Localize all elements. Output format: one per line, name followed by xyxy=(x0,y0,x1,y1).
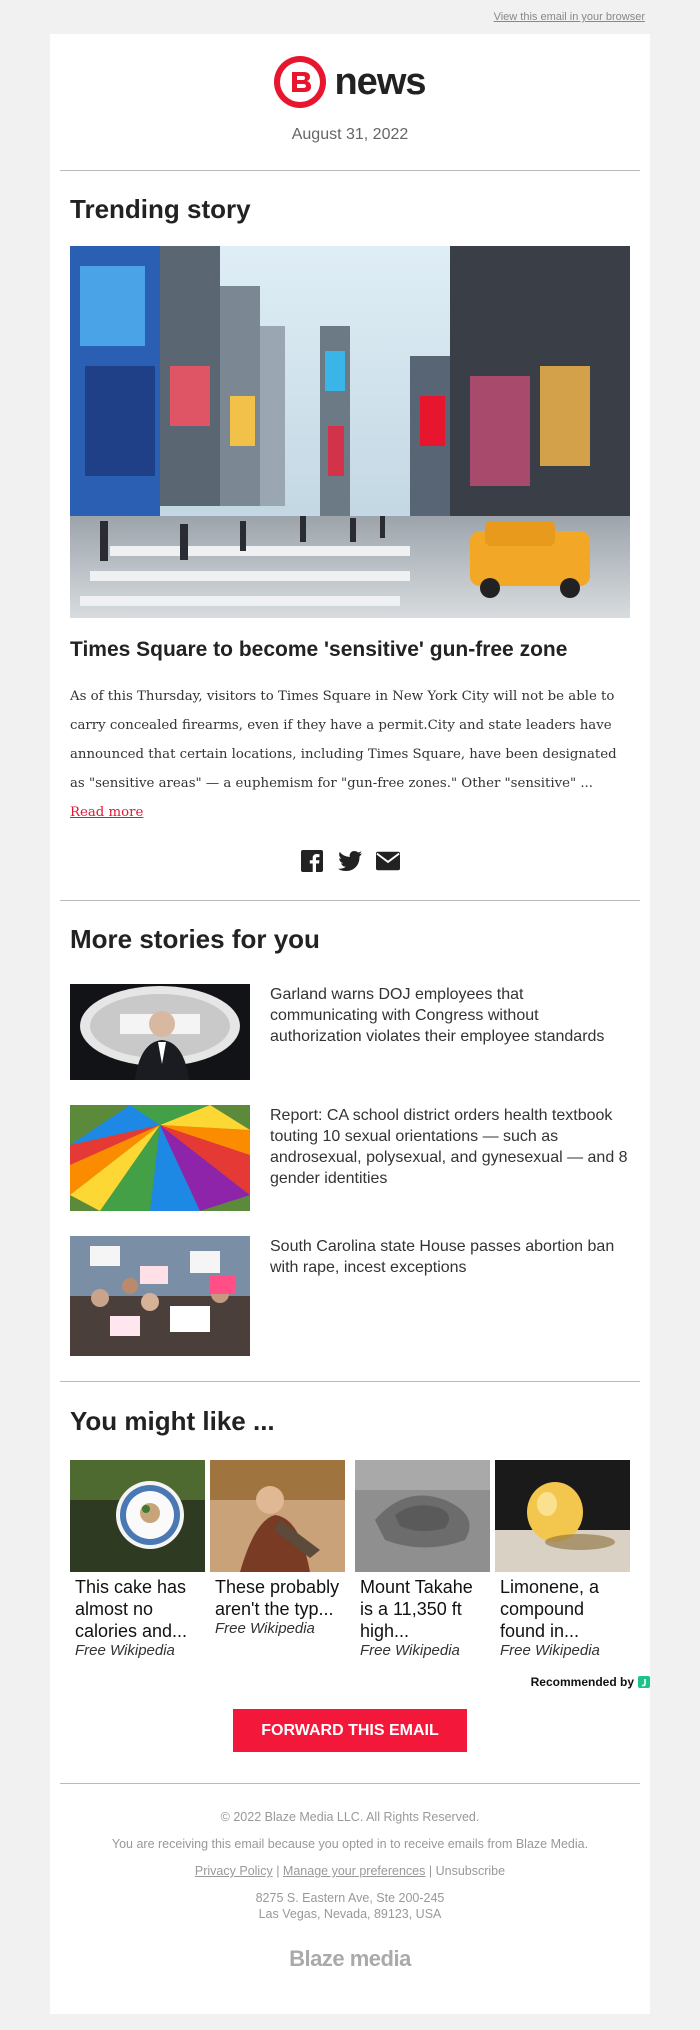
forward-email-button[interactable]: FORWARD THIS EMAIL xyxy=(233,1709,467,1752)
footer-links xyxy=(50,1864,650,1878)
recommendation-card[interactable] xyxy=(495,1460,630,1659)
recommended-by-label: Recommended by xyxy=(530,1675,634,1689)
trending-section-title: Trending story xyxy=(70,194,251,224)
privacy-policy-link[interactable]: Privacy Policy xyxy=(194,1864,273,1878)
recommendation-title[interactable]: Limonene, a compound found in... xyxy=(500,1577,600,1641)
opt-in-notice: You are receiving this email because you opted in to receive emails from Blaze Media. xyxy=(111,1837,589,1851)
unsubscribe-link[interactable]: Unsubscribe xyxy=(435,1864,506,1878)
twitter-icon[interactable] xyxy=(338,849,362,873)
copyright: © 2022 Blaze Media LLC. All Rights Reserved. xyxy=(220,1810,480,1824)
recommendation-image[interactable] xyxy=(355,1460,490,1572)
recommendation-image[interactable] xyxy=(495,1460,630,1572)
more-stories-section-title: More stories for you xyxy=(70,924,320,954)
recommendation-title[interactable]: This cake has almost no calories and... xyxy=(75,1577,188,1641)
blaze-media-logo[interactable]: Blaze media xyxy=(289,1946,411,1971)
recommendation-card[interactable] xyxy=(355,1460,490,1659)
email-icon[interactable] xyxy=(376,849,400,873)
recommendation-source: Free Wikipedia xyxy=(500,1642,600,1659)
read-more-link[interactable]: Read more xyxy=(70,805,144,820)
link-separator: | xyxy=(276,1864,280,1878)
recommendation-title[interactable]: These probably aren't the typ... xyxy=(215,1577,340,1619)
recommendation-source: Free Wikipedia xyxy=(75,1642,175,1659)
excerpt-text: As of this Thursday, visitors to Times Square in New York City will not be able to carry concealed firearms, even if they have a permit.City and state leaders have announced that certain locations, including Times Square, have been designated as "sensitive areas" — a euphemism for "gun-free zones." Other "sensitive" ... xyxy=(70,689,617,791)
story-thumbnail[interactable] xyxy=(70,984,250,1080)
address-line-1: 8275 S. Eastern Ave, Ste 200-245 xyxy=(255,1891,445,1905)
story-title[interactable]: Report: CA school district orders health textbook touting 10 sexual orientations — such as androsexual, polysexual, and gynesexual — and 8 gender identities xyxy=(270,1107,628,1187)
divider xyxy=(60,900,640,901)
divider xyxy=(60,1783,640,1784)
blaze-flame-icon xyxy=(274,56,326,108)
logo-text: news xyxy=(334,60,426,103)
story-thumbnail[interactable] xyxy=(70,1236,250,1356)
facebook-icon[interactable] xyxy=(300,849,324,873)
email-card xyxy=(50,34,650,2014)
recommendation-image[interactable] xyxy=(210,1460,345,1572)
divider xyxy=(60,170,640,171)
blaze-news-logo[interactable] xyxy=(50,56,650,108)
recommended-by-badge[interactable] xyxy=(531,1675,650,1689)
recommendation-image[interactable] xyxy=(70,1460,205,1572)
link-separator: | xyxy=(428,1864,433,1878)
recommendation-card[interactable] xyxy=(70,1460,205,1659)
story-title[interactable]: South Carolina state House passes abortion ban with rape, incest exceptions xyxy=(270,1238,615,1276)
trending-story-headline[interactable]: Times Square to become 'sensitive' gun-free zone xyxy=(70,638,568,661)
manage-preferences-link[interactable]: Manage your preferences xyxy=(282,1864,426,1878)
address-line-2: Las Vegas, Nevada, 89123, USA xyxy=(258,1907,442,1921)
recommendation-card[interactable] xyxy=(210,1460,345,1637)
you-might-like-section-title: You might like ... xyxy=(70,1406,275,1436)
story-thumbnail[interactable] xyxy=(70,1105,250,1211)
recommendation-title[interactable]: Mount Takahe is a 11,350 ft high... xyxy=(360,1577,473,1641)
recommendation-source: Free Wikipedia xyxy=(360,1642,460,1659)
outbrain-icon xyxy=(638,1676,650,1688)
trending-story-excerpt xyxy=(70,682,630,827)
trending-story-image[interactable] xyxy=(70,246,630,618)
story-title[interactable]: Garland warns DOJ employees that communicating with Congress without authorization violates their employee standards xyxy=(270,986,605,1045)
divider xyxy=(60,1381,640,1382)
issue-date: August 31, 2022 xyxy=(291,126,409,143)
recommendation-source: Free Wikipedia xyxy=(215,1620,315,1637)
share-bar xyxy=(50,849,650,873)
view-in-browser-link[interactable]: View this email in your browser xyxy=(493,11,645,23)
